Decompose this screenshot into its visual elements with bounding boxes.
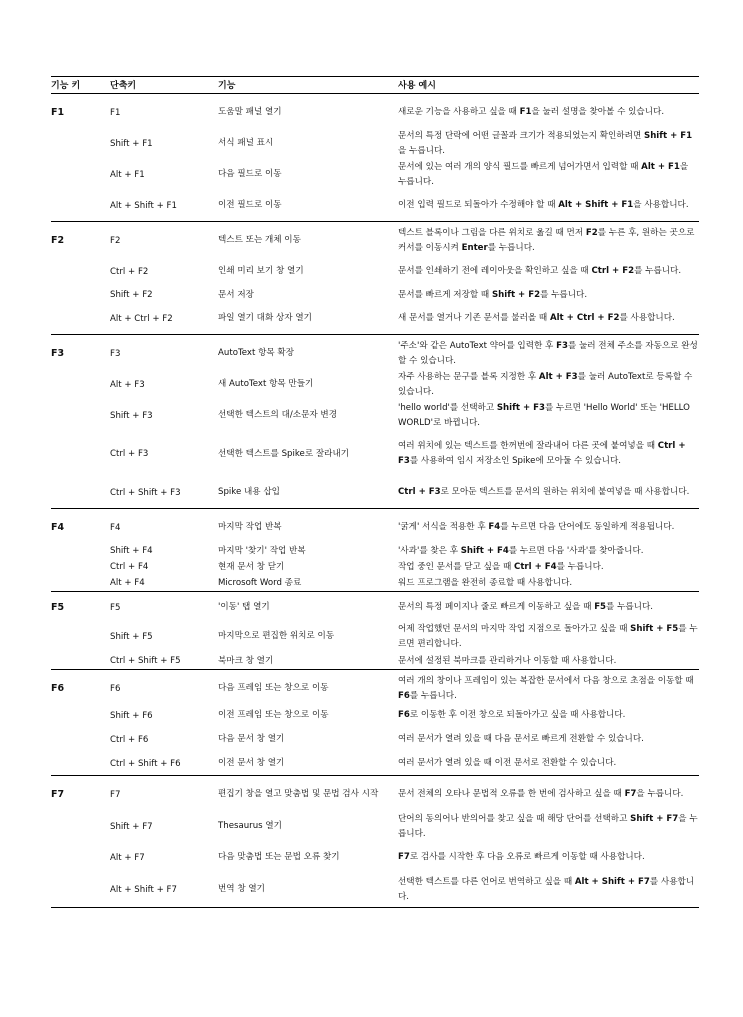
function-cell: '이동' 탭 열기 <box>218 602 270 612</box>
shortcut-cell: Ctrl + F6 <box>110 734 149 745</box>
example-cell: 문서를 빠르게 저장할 때 Shift + F2를 누릅니다. <box>398 289 588 300</box>
shortcut-cell: F2 <box>110 235 121 246</box>
function-cell: Microsoft Word 종료 <box>218 577 302 588</box>
shortcut-cell: Alt + F3 <box>110 379 145 390</box>
example-cell: '주소'와 같은 AutoText 약어를 입력한 후 F3를 눌러 전체 주소를 자동으로 완성할 수 있습니다. <box>398 340 698 366</box>
table-row <box>51 477 699 508</box>
shortcut-cell: Alt + Shift + F1 <box>110 200 177 211</box>
shortcut-cell: Shift + F1 <box>110 138 153 149</box>
table-row <box>51 653 699 669</box>
example-cell: Ctrl + F3로 모아둔 텍스트를 문서의 원하는 위치에 붙여넣을 때 사용합니다. <box>398 487 690 497</box>
table-row <box>51 225 699 256</box>
function-cell: 다음 맞춤법 또는 문법 오류 찾기 <box>218 852 340 862</box>
function-cell: 서식 패널 표시 <box>218 138 274 148</box>
function-cell: 다음 문서 창 열기 <box>218 734 285 744</box>
example-cell: 문서에 있는 여러 개의 양식 필드를 빠르게 넘어가면서 입력할 때 Alt + F1을 누릅니다. <box>398 161 689 187</box>
shortcut-table <box>51 76 699 908</box>
header-shortcut: 단축키 <box>110 81 137 91</box>
example-cell: 'hello world'를 선택하고 Shift + F3를 누르면 'Hello World' 또는 'HELLO WORLD'로 바뀝니다. <box>398 402 690 428</box>
table-row <box>51 543 699 559</box>
table-row <box>51 369 699 400</box>
shortcut-cell: F4 <box>110 522 121 533</box>
shortcut-cell: F7 <box>110 789 121 800</box>
table-row <box>51 128 699 159</box>
example-cell: 작업 중인 문서를 닫고 싶을 때 Ctrl + F4를 누릅니다. <box>398 561 604 572</box>
function-cell: 다음 필드로 이동 <box>218 169 282 179</box>
example-cell: 선택한 텍스트를 다른 언어로 번역하고 싶을 때 Alt + Shift + F7를 사용합니다. <box>398 876 695 902</box>
table-row <box>51 620 699 653</box>
shortcut-cell: Shift + F6 <box>110 710 153 721</box>
function-cell: 인쇄 미리 보기 창 열기 <box>218 266 304 276</box>
key-group-f3 <box>51 335 699 509</box>
example-cell: 단어의 동의어나 반의어를 찾고 싶을 때 해당 단어를 선택하고 Shift + F7을 누릅니다. <box>398 813 698 839</box>
example-cell: 문서 전체의 오타나 문법적 오류를 한 번에 검사하고 싶을 때 F7을 누릅니다. <box>398 789 684 799</box>
function-cell: 다음 프레임 또는 창으로 이동 <box>218 683 329 693</box>
function-key-cell: F2 <box>51 234 65 246</box>
shortcut-cell: F5 <box>110 602 121 613</box>
shortcut-cell: Shift + F7 <box>110 821 153 832</box>
shortcut-cell: Alt + Shift + F7 <box>110 884 177 895</box>
shortcut-cell: Shift + F3 <box>110 410 153 421</box>
shortcut-cell: F6 <box>110 683 121 694</box>
table-row <box>51 512 699 543</box>
function-cell: 텍스트 또는 개체 이동 <box>218 235 301 245</box>
table-row <box>51 303 699 334</box>
example-cell: 문서의 특정 페이지나 줄로 빠르게 이동하고 싶을 때 F5를 누릅니다. <box>398 602 654 612</box>
example-cell: 새로운 기능을 사용하고 싶을 때 F1을 눌러 설명을 찾아볼 수 있습니다. <box>398 107 665 117</box>
shortcut-cell: Ctrl + F3 <box>110 449 149 459</box>
key-group-f2 <box>51 222 699 335</box>
example-cell: 여러 문서가 열려 있을 때 다음 문서로 빠르게 전환할 수 있습니다. <box>398 734 644 744</box>
function-cell: 마지막 '찾기' 작업 반복 <box>218 545 306 556</box>
table-row <box>51 338 699 369</box>
example-cell: 여러 문서가 열려 있을 때 이전 문서로 전환할 수 있습니다. <box>398 758 617 768</box>
table-row <box>51 400 699 431</box>
table-row <box>51 595 699 620</box>
table-row <box>51 97 699 128</box>
function-cell: 마지막 작업 반복 <box>218 522 282 532</box>
table-row <box>51 704 699 727</box>
function-key-cell: F3 <box>51 347 65 359</box>
function-cell: 이전 필드로 이동 <box>218 200 282 210</box>
example-cell: '사과'를 찾은 후 Shift + F4를 누르면 다음 '사과'를 찾아줍니다. <box>398 545 644 556</box>
function-cell: 파일 열기 대화 상자 열기 <box>218 313 312 323</box>
example-cell: '굵게' 서식을 적용한 후 F4를 누르면 다음 단어에도 동일하게 적용됩니다. <box>398 522 675 532</box>
table-row <box>51 287 699 303</box>
function-cell: 새 AutoText 항목 만들기 <box>218 379 314 389</box>
example-cell: 여러 위치에 있는 텍스트를 한꺼번에 잘라내어 다른 곳에 붙여넣을 때 Ctrl + F3를 사용하여 임시 저장소인 Spike에 모아둘 수 있습니다. <box>398 441 686 466</box>
function-cell: Spike 내용 삽입 <box>218 487 280 497</box>
example-cell: 여러 개의 창이나 프레임이 있는 복잡한 문서에서 다음 창으로 초점을 이동할 때 F6를 누릅니다. <box>398 675 694 701</box>
function-key-cell: F4 <box>51 521 65 533</box>
table-row <box>51 752 699 775</box>
key-group-f1 <box>51 94 699 222</box>
example-cell: F6로 이동한 후 이전 창으로 되돌아가고 싶을 때 사용합니다. <box>398 710 626 720</box>
table-row <box>51 431 699 477</box>
function-key-cell: F1 <box>51 106 65 118</box>
table-row <box>51 559 699 575</box>
shortcut-cell: F3 <box>110 348 121 359</box>
shortcut-cell: Alt + F7 <box>110 852 145 863</box>
example-cell: 문서를 인쇄하기 전에 레이아웃을 확인하고 싶을 때 Ctrl + F2를 누릅니다. <box>398 266 682 276</box>
function-cell: AutoText 항목 확장 <box>218 348 295 358</box>
function-cell: 편집기 창을 열고 맞춤법 및 문법 검사 시작 <box>218 789 379 799</box>
shortcut-cell: Ctrl + F2 <box>110 266 149 277</box>
function-cell: 북마크 창 열기 <box>218 655 274 666</box>
table-row <box>51 872 699 907</box>
function-key-cell: F5 <box>51 601 65 613</box>
shortcut-cell: Shift + F2 <box>110 290 153 300</box>
shortcut-cell: F1 <box>110 107 121 118</box>
table-row <box>51 727 699 752</box>
function-key-cell: F7 <box>51 788 65 800</box>
example-cell: 어제 작업했던 문서의 마지막 작업 지점으로 돌아가고 싶을 때 Shift + F5를 누르면 편리합니다. <box>398 623 698 649</box>
example-cell: F7로 검사를 시작한 후 다음 오류로 빠르게 이동할 때 사용합니다. <box>398 852 645 862</box>
key-group-f4 <box>51 509 699 592</box>
function-cell: 이전 문서 창 열기 <box>218 758 285 768</box>
header-example: 사용 예시 <box>398 81 436 91</box>
function-key-cell: F6 <box>51 682 65 694</box>
example-cell: 이전 입력 필드로 되돌아가 수정해야 할 때 Alt + Shift + F1을 사용합니다. <box>398 200 689 210</box>
example-cell: 자주 사용하는 문구를 블록 지정한 후 Alt + F3를 눌러 AutoText로 등록할 수 있습니다. <box>398 371 693 397</box>
function-cell: 선택한 텍스트의 대/소문자 변경 <box>218 410 338 420</box>
shortcut-cell: Ctrl + F4 <box>110 562 149 572</box>
header-function-key: 기능 키 <box>51 81 81 91</box>
table-row <box>51 256 699 287</box>
example-cell: 문서에 설정된 북마크를 관리하거나 이동할 때 사용합니다. <box>398 655 617 666</box>
table-row <box>51 159 699 190</box>
shortcut-cell: Shift + F5 <box>110 631 153 642</box>
header-function: 기능 <box>218 81 236 91</box>
function-cell: 이전 프레임 또는 창으로 이동 <box>218 710 329 720</box>
example-cell: 새 문서를 열거나 기존 문서를 불러올 때 Alt + Ctrl + F2를 사용합니다. <box>398 313 675 323</box>
shortcut-cell: Alt + F1 <box>110 169 145 180</box>
example-cell: 문서의 특정 단락에 어떤 글꼴과 크기가 적용되었는지 확인하려면 Shift + F1을 누릅니다. <box>398 130 693 156</box>
shortcut-cell: Ctrl + Shift + F3 <box>110 487 181 498</box>
shortcut-cell: Alt + Ctrl + F2 <box>110 313 173 324</box>
key-group-f7 <box>51 776 699 908</box>
table-body <box>51 94 699 908</box>
function-cell: 마지막으로 편집한 위치로 이동 <box>218 631 335 641</box>
table-row <box>51 673 699 704</box>
key-group-f5 <box>51 592 699 670</box>
table-row <box>51 779 699 810</box>
table-row <box>51 810 699 843</box>
example-cell: 텍스트 블록이나 그림을 다른 위치로 옮길 때 먼저 F2를 누른 후, 원하는 곳으로 커서를 이동시켜 Enter를 누릅니다. <box>398 227 695 253</box>
function-cell: 선택한 텍스트를 Spike로 잘라내기 <box>218 448 350 459</box>
shortcut-cell: Alt + F4 <box>110 578 145 588</box>
function-cell: 문서 저장 <box>218 289 254 300</box>
table-row <box>51 575 699 591</box>
example-cell: 워드 프로그램을 완전히 종료할 때 사용합니다. <box>398 577 573 588</box>
shortcut-cell: Ctrl + Shift + F5 <box>110 656 181 666</box>
table-row <box>51 190 699 221</box>
function-cell: 번역 창 열기 <box>218 884 265 894</box>
shortcut-cell: Ctrl + Shift + F6 <box>110 758 181 769</box>
table-row <box>51 843 699 872</box>
shortcut-cell: Shift + F4 <box>110 546 153 556</box>
function-cell: 도움말 패널 열기 <box>218 107 282 117</box>
function-cell: 현재 문서 창 닫기 <box>218 561 285 572</box>
function-cell: Thesaurus 열기 <box>218 821 282 831</box>
key-group-f6 <box>51 670 699 776</box>
table-header <box>51 76 699 94</box>
